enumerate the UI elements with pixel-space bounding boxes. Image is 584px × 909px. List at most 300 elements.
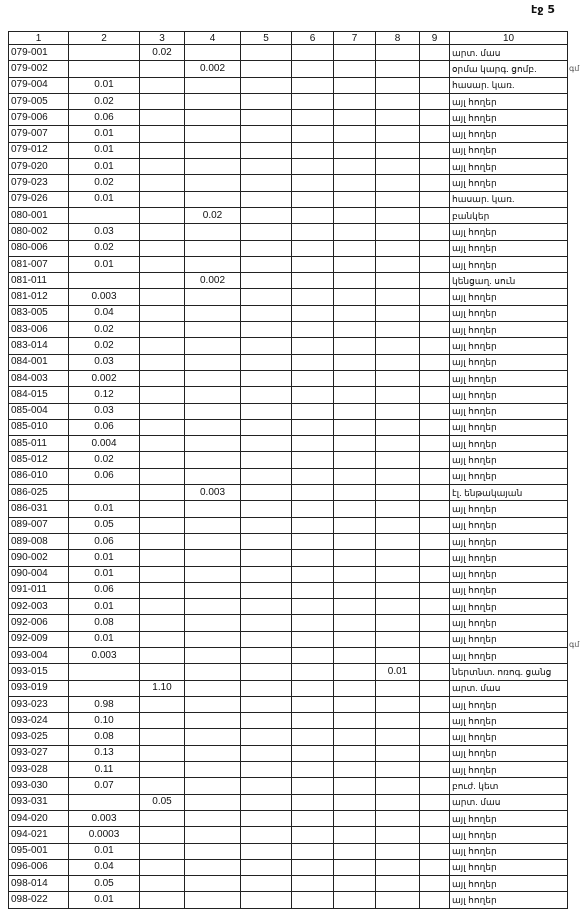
table-row (9, 142, 568, 158)
table-row (9, 159, 568, 175)
table-cell-col7 (334, 338, 376, 354)
table-cell-col3 (140, 582, 185, 598)
table-cell-col7 (334, 550, 376, 566)
table-cell-col4: 0.002 (185, 273, 241, 289)
table-row (9, 631, 568, 647)
table-cell-col6 (292, 387, 334, 403)
column-header: 1 (9, 32, 69, 45)
table-cell-col9 (420, 256, 450, 272)
table-cell-col9 (420, 533, 450, 549)
table-cell-col4 (185, 843, 241, 859)
table-cell-col6 (292, 240, 334, 256)
table-cell-col1: 079-005 (9, 93, 69, 109)
table-cell-col9 (420, 159, 450, 175)
table-cell-col1: 089-007 (9, 517, 69, 533)
table-cell-col7 (334, 273, 376, 289)
table-row (9, 436, 568, 452)
table-cell-col3 (140, 533, 185, 549)
table-cell-col4 (185, 762, 241, 778)
table-cell-col9 (420, 696, 450, 712)
table-cell-col3 (140, 827, 185, 843)
table-row (9, 354, 568, 370)
table-cell-col7 (334, 419, 376, 435)
table-row (9, 859, 568, 875)
table-row (9, 256, 568, 272)
table-cell-col3: 0.02 (140, 45, 185, 61)
table-cell-col7 (334, 370, 376, 386)
table-cell-col7 (334, 322, 376, 338)
table-cell-col2: 0.08 (69, 729, 140, 745)
table-cell-col5 (241, 322, 292, 338)
table-cell-col5 (241, 566, 292, 582)
table-cell-col1: 085-012 (9, 452, 69, 468)
table-cell-col8 (376, 240, 420, 256)
table-cell-col8 (376, 191, 420, 207)
table-cell-col10: այլ հողեր (450, 550, 568, 566)
table-row (9, 794, 568, 810)
table-cell-col5 (241, 827, 292, 843)
table-cell-col7 (334, 876, 376, 892)
table-cell-col7 (334, 859, 376, 875)
table-cell-col10: արտ. մաս (450, 794, 568, 810)
table-cell-col9 (420, 191, 450, 207)
table-cell-col3 (140, 762, 185, 778)
table-row (9, 517, 568, 533)
table-cell-col9 (420, 387, 450, 403)
table-cell-col2 (69, 45, 140, 61)
table-cell-col1: 093-019 (9, 680, 69, 696)
table-cell-col8 (376, 305, 420, 321)
table-cell-col8 (376, 647, 420, 663)
table-cell-col7 (334, 305, 376, 321)
table-cell-col2: 0.08 (69, 615, 140, 631)
table-row (9, 289, 568, 305)
column-header: 4 (185, 32, 241, 45)
table-cell-col9 (420, 436, 450, 452)
table-cell-col1: 093-015 (9, 664, 69, 680)
table-cell-col7 (334, 452, 376, 468)
table-row (9, 273, 568, 289)
table-cell-col2: 0.05 (69, 876, 140, 892)
table-cell-col2: 0.01 (69, 142, 140, 158)
table-cell-col6 (292, 207, 334, 223)
page-number: էջ 5 (531, 3, 555, 16)
table-cell-col9 (420, 713, 450, 729)
table-cell-col1: 079-007 (9, 126, 69, 142)
table-cell-col4 (185, 110, 241, 126)
table-cell-col9 (420, 322, 450, 338)
table-cell-col3 (140, 387, 185, 403)
table-cell-col9 (420, 631, 450, 647)
table-cell-col4: 0.02 (185, 207, 241, 223)
table-cell-col2: 0.06 (69, 468, 140, 484)
table-cell-col7 (334, 501, 376, 517)
table-cell-col4 (185, 859, 241, 875)
table-cell-col3 (140, 566, 185, 582)
table-cell-col6 (292, 419, 334, 435)
table-cell-col3 (140, 370, 185, 386)
table-cell-col8 (376, 843, 420, 859)
table-cell-col3 (140, 61, 185, 77)
table-cell-col1: 081-012 (9, 289, 69, 305)
table-row (9, 370, 568, 386)
table-cell-col1: 085-010 (9, 419, 69, 435)
table-row (9, 599, 568, 615)
table-cell-col3 (140, 93, 185, 109)
table-cell-col7 (334, 77, 376, 93)
table-cell-col3 (140, 859, 185, 875)
table-cell-col3 (140, 256, 185, 272)
table-cell-col8 (376, 452, 420, 468)
table-cell-col7 (334, 45, 376, 61)
table-cell-col3 (140, 485, 185, 501)
table-cell-col9 (420, 403, 450, 419)
table-cell-col7 (334, 240, 376, 256)
table-cell-col4 (185, 256, 241, 272)
table-cell-col3 (140, 338, 185, 354)
table-cell-col8 (376, 61, 420, 77)
table-cell-col1: 083-006 (9, 322, 69, 338)
table-cell-col10: այլ հողեր (450, 615, 568, 631)
table-cell-col3 (140, 615, 185, 631)
table-row (9, 191, 568, 207)
table-row (9, 403, 568, 419)
table-cell-col6 (292, 305, 334, 321)
table-cell-col4 (185, 647, 241, 663)
table-cell-col5 (241, 892, 292, 908)
table-cell-col5 (241, 289, 292, 305)
column-header: 8 (376, 32, 420, 45)
table-cell-col3 (140, 224, 185, 240)
table-cell-col3 (140, 843, 185, 859)
table-cell-col10: այլ հողեր (450, 713, 568, 729)
table-cell-col5 (241, 664, 292, 680)
table-row (9, 843, 568, 859)
table-cell-col10: արտ. մաս (450, 45, 568, 61)
table-cell-col2 (69, 680, 140, 696)
table-cell-col4 (185, 713, 241, 729)
table-cell-col7 (334, 713, 376, 729)
table-cell-col4 (185, 175, 241, 191)
table-cell-col5 (241, 876, 292, 892)
table-row (9, 827, 568, 843)
table-cell-col7 (334, 224, 376, 240)
table-cell-col6 (292, 550, 334, 566)
table-cell-col7 (334, 599, 376, 615)
table-cell-col4 (185, 322, 241, 338)
table-cell-col6 (292, 110, 334, 126)
table-cell-col8 (376, 810, 420, 826)
margin-mark: գմ (569, 64, 580, 73)
table-cell-col10: այլ հողեր (450, 322, 568, 338)
table-cell-col10: այլ հողեր (450, 843, 568, 859)
table-cell-col3 (140, 273, 185, 289)
table-cell-col2 (69, 61, 140, 77)
table-row (9, 876, 568, 892)
table-cell-col5 (241, 501, 292, 517)
column-header: 5 (241, 32, 292, 45)
table-cell-col4 (185, 696, 241, 712)
table-cell-col9 (420, 876, 450, 892)
table-cell-col4 (185, 191, 241, 207)
table-cell-col6 (292, 77, 334, 93)
table-cell-col4 (185, 224, 241, 240)
table-cell-col4 (185, 142, 241, 158)
table-cell-col8 (376, 533, 420, 549)
column-header: 2 (69, 32, 140, 45)
table-cell-col9 (420, 517, 450, 533)
table-cell-col8 (376, 599, 420, 615)
table-cell-col1: 084-001 (9, 354, 69, 370)
table-cell-col5 (241, 582, 292, 598)
table-cell-col7 (334, 582, 376, 598)
table-cell-col6 (292, 696, 334, 712)
table-cell-col10: այլ հողեր (450, 256, 568, 272)
table-cell-col3 (140, 810, 185, 826)
table-cell-col1: 093-004 (9, 647, 69, 663)
table-cell-col8 (376, 485, 420, 501)
table-cell-col5 (241, 93, 292, 109)
table-cell-col5 (241, 403, 292, 419)
table-cell-col10: այլ հողեր (450, 354, 568, 370)
table-cell-col5 (241, 436, 292, 452)
table-cell-col7 (334, 615, 376, 631)
table-cell-col5 (241, 305, 292, 321)
table-cell-col1: 079-012 (9, 142, 69, 158)
table-cell-col3 (140, 419, 185, 435)
table-row (9, 582, 568, 598)
table-cell-col6 (292, 191, 334, 207)
table-cell-col9 (420, 599, 450, 615)
table-row (9, 615, 568, 631)
table-cell-col2: 0.01 (69, 191, 140, 207)
table-cell-col10: այլ հողեր (450, 517, 568, 533)
table-cell-col1: 093-025 (9, 729, 69, 745)
table-cell-col10: այլ հողեր (450, 159, 568, 175)
table-cell-col6 (292, 680, 334, 696)
table-cell-col6 (292, 501, 334, 517)
table-cell-col1: 098-022 (9, 892, 69, 908)
table-cell-col2 (69, 485, 140, 501)
table-cell-col9 (420, 126, 450, 142)
table-row (9, 501, 568, 517)
table-cell-col10: այլ հողեր (450, 566, 568, 582)
table-cell-col2: 0.02 (69, 338, 140, 354)
table-cell-col10: այլ հողեր (450, 745, 568, 761)
table-cell-col6 (292, 273, 334, 289)
table-cell-col4 (185, 729, 241, 745)
table-cell-col1: 093-031 (9, 794, 69, 810)
table-cell-col2: 0.01 (69, 126, 140, 142)
table-cell-col9 (420, 794, 450, 810)
table-cell-col5 (241, 615, 292, 631)
table-cell-col10: այլ հողեր (450, 827, 568, 843)
table-cell-col4 (185, 778, 241, 794)
table-cell-col7 (334, 175, 376, 191)
table-cell-col2 (69, 794, 140, 810)
table-cell-col6 (292, 436, 334, 452)
table-cell-col1: 091-011 (9, 582, 69, 598)
table-cell-col5 (241, 533, 292, 549)
table-cell-col7 (334, 289, 376, 305)
table-cell-col5 (241, 240, 292, 256)
table-cell-col10: այլ հողեր (450, 305, 568, 321)
table-cell-col3 (140, 696, 185, 712)
table-cell-col10: այլ հողեր (450, 859, 568, 875)
table-cell-col4 (185, 240, 241, 256)
land-register-table (8, 31, 568, 909)
table-cell-col6 (292, 370, 334, 386)
table-cell-col1: 094-020 (9, 810, 69, 826)
table-cell-col8 (376, 566, 420, 582)
table-cell-col10: այլ հողեր (450, 647, 568, 663)
table-cell-col8 (376, 289, 420, 305)
table-cell-col7 (334, 827, 376, 843)
table-cell-col8 (376, 110, 420, 126)
table-cell-col8 (376, 370, 420, 386)
table-cell-col10: այլ հողեր (450, 582, 568, 598)
table-cell-col6 (292, 647, 334, 663)
table-cell-col6 (292, 615, 334, 631)
table-cell-col7 (334, 403, 376, 419)
table-cell-col6 (292, 631, 334, 647)
table-cell-col8: 0.01 (376, 664, 420, 680)
table-cell-col9 (420, 110, 450, 126)
table-cell-col3 (140, 403, 185, 419)
table-cell-col10: հասար. կառ. (450, 191, 568, 207)
table-cell-col5 (241, 647, 292, 663)
table-cell-col5 (241, 370, 292, 386)
table-cell-col8 (376, 680, 420, 696)
table-cell-col10: հասար. կառ. (450, 77, 568, 93)
table-cell-col4 (185, 680, 241, 696)
table-cell-col8 (376, 142, 420, 158)
table-cell-col1: 081-007 (9, 256, 69, 272)
table-cell-col3 (140, 631, 185, 647)
table-cell-col5 (241, 485, 292, 501)
table-row (9, 647, 568, 663)
table-cell-col3 (140, 729, 185, 745)
table-cell-col10: այլ հողեր (450, 696, 568, 712)
table-cell-col1: 079-001 (9, 45, 69, 61)
table-cell-col4 (185, 794, 241, 810)
table-cell-col6 (292, 566, 334, 582)
table-cell-col2: 0.02 (69, 322, 140, 338)
table-cell-col10: բանկեր (450, 207, 568, 223)
table-cell-col8 (376, 354, 420, 370)
table-cell-col3 (140, 110, 185, 126)
column-header: 10 (450, 32, 568, 45)
table-cell-col5 (241, 713, 292, 729)
table-cell-col7 (334, 191, 376, 207)
table-cell-col2: 0.003 (69, 810, 140, 826)
table-cell-col8 (376, 762, 420, 778)
table-cell-col8 (376, 273, 420, 289)
table-cell-col5 (241, 387, 292, 403)
table-cell-col9 (420, 142, 450, 158)
table-row (9, 93, 568, 109)
table-cell-col5 (241, 273, 292, 289)
table-cell-col2: 0.12 (69, 387, 140, 403)
table-cell-col2: 0.05 (69, 517, 140, 533)
table-row (9, 305, 568, 321)
table-cell-col8 (376, 256, 420, 272)
table-cell-col10: այլ հողեր (450, 338, 568, 354)
table-cell-col9 (420, 370, 450, 386)
table-cell-col2: 0.0003 (69, 827, 140, 843)
table-cell-col10: այլ հողեր (450, 501, 568, 517)
table-cell-col7 (334, 680, 376, 696)
table-cell-col6 (292, 810, 334, 826)
table-row (9, 224, 568, 240)
table-cell-col9 (420, 240, 450, 256)
table-cell-col9 (420, 762, 450, 778)
table-cell-col7 (334, 647, 376, 663)
table-cell-col6 (292, 45, 334, 61)
table-row (9, 338, 568, 354)
table-cell-col5 (241, 843, 292, 859)
table-cell-col4 (185, 354, 241, 370)
table-cell-col1: 094-021 (9, 827, 69, 843)
table-cell-col7 (334, 729, 376, 745)
table-cell-col6 (292, 485, 334, 501)
table-cell-col8 (376, 550, 420, 566)
table-cell-col6 (292, 729, 334, 745)
table-cell-col5 (241, 175, 292, 191)
table-cell-col1: 080-006 (9, 240, 69, 256)
table-cell-col10: այլ հողեր (450, 729, 568, 745)
table-cell-col4 (185, 468, 241, 484)
table-cell-col2: 0.01 (69, 843, 140, 859)
table-cell-col4 (185, 517, 241, 533)
table-cell-col9 (420, 859, 450, 875)
table-cell-col3 (140, 647, 185, 663)
table-cell-col9 (420, 615, 450, 631)
table-cell-col8 (376, 778, 420, 794)
table-cell-col10: բուժ. կետ (450, 778, 568, 794)
table-row (9, 77, 568, 93)
table-cell-col5 (241, 794, 292, 810)
table-cell-col3 (140, 305, 185, 321)
table-cell-col3 (140, 501, 185, 517)
table-cell-col4 (185, 745, 241, 761)
table-cell-col10: այլ հողեր (450, 175, 568, 191)
table-cell-col1: 084-015 (9, 387, 69, 403)
table-cell-col2: 0.01 (69, 892, 140, 908)
table-cell-col4 (185, 599, 241, 615)
table-cell-col6 (292, 713, 334, 729)
table-cell-col2: 0.02 (69, 93, 140, 109)
table-cell-col6 (292, 354, 334, 370)
table-cell-col7 (334, 207, 376, 223)
table-cell-col3 (140, 142, 185, 158)
table-cell-col9 (420, 45, 450, 61)
table-cell-col6 (292, 517, 334, 533)
table-cell-col8 (376, 126, 420, 142)
table-cell-col4 (185, 631, 241, 647)
table-cell-col3 (140, 713, 185, 729)
table-row (9, 207, 568, 223)
table-cell-col7 (334, 745, 376, 761)
table-cell-col7 (334, 110, 376, 126)
table-cell-col1: 093-028 (9, 762, 69, 778)
table-cell-col10: այլ հողեր (450, 533, 568, 549)
table-cell-col4 (185, 419, 241, 435)
table-cell-col5 (241, 778, 292, 794)
table-cell-col7 (334, 810, 376, 826)
table-cell-col4 (185, 159, 241, 175)
table-cell-col4 (185, 664, 241, 680)
